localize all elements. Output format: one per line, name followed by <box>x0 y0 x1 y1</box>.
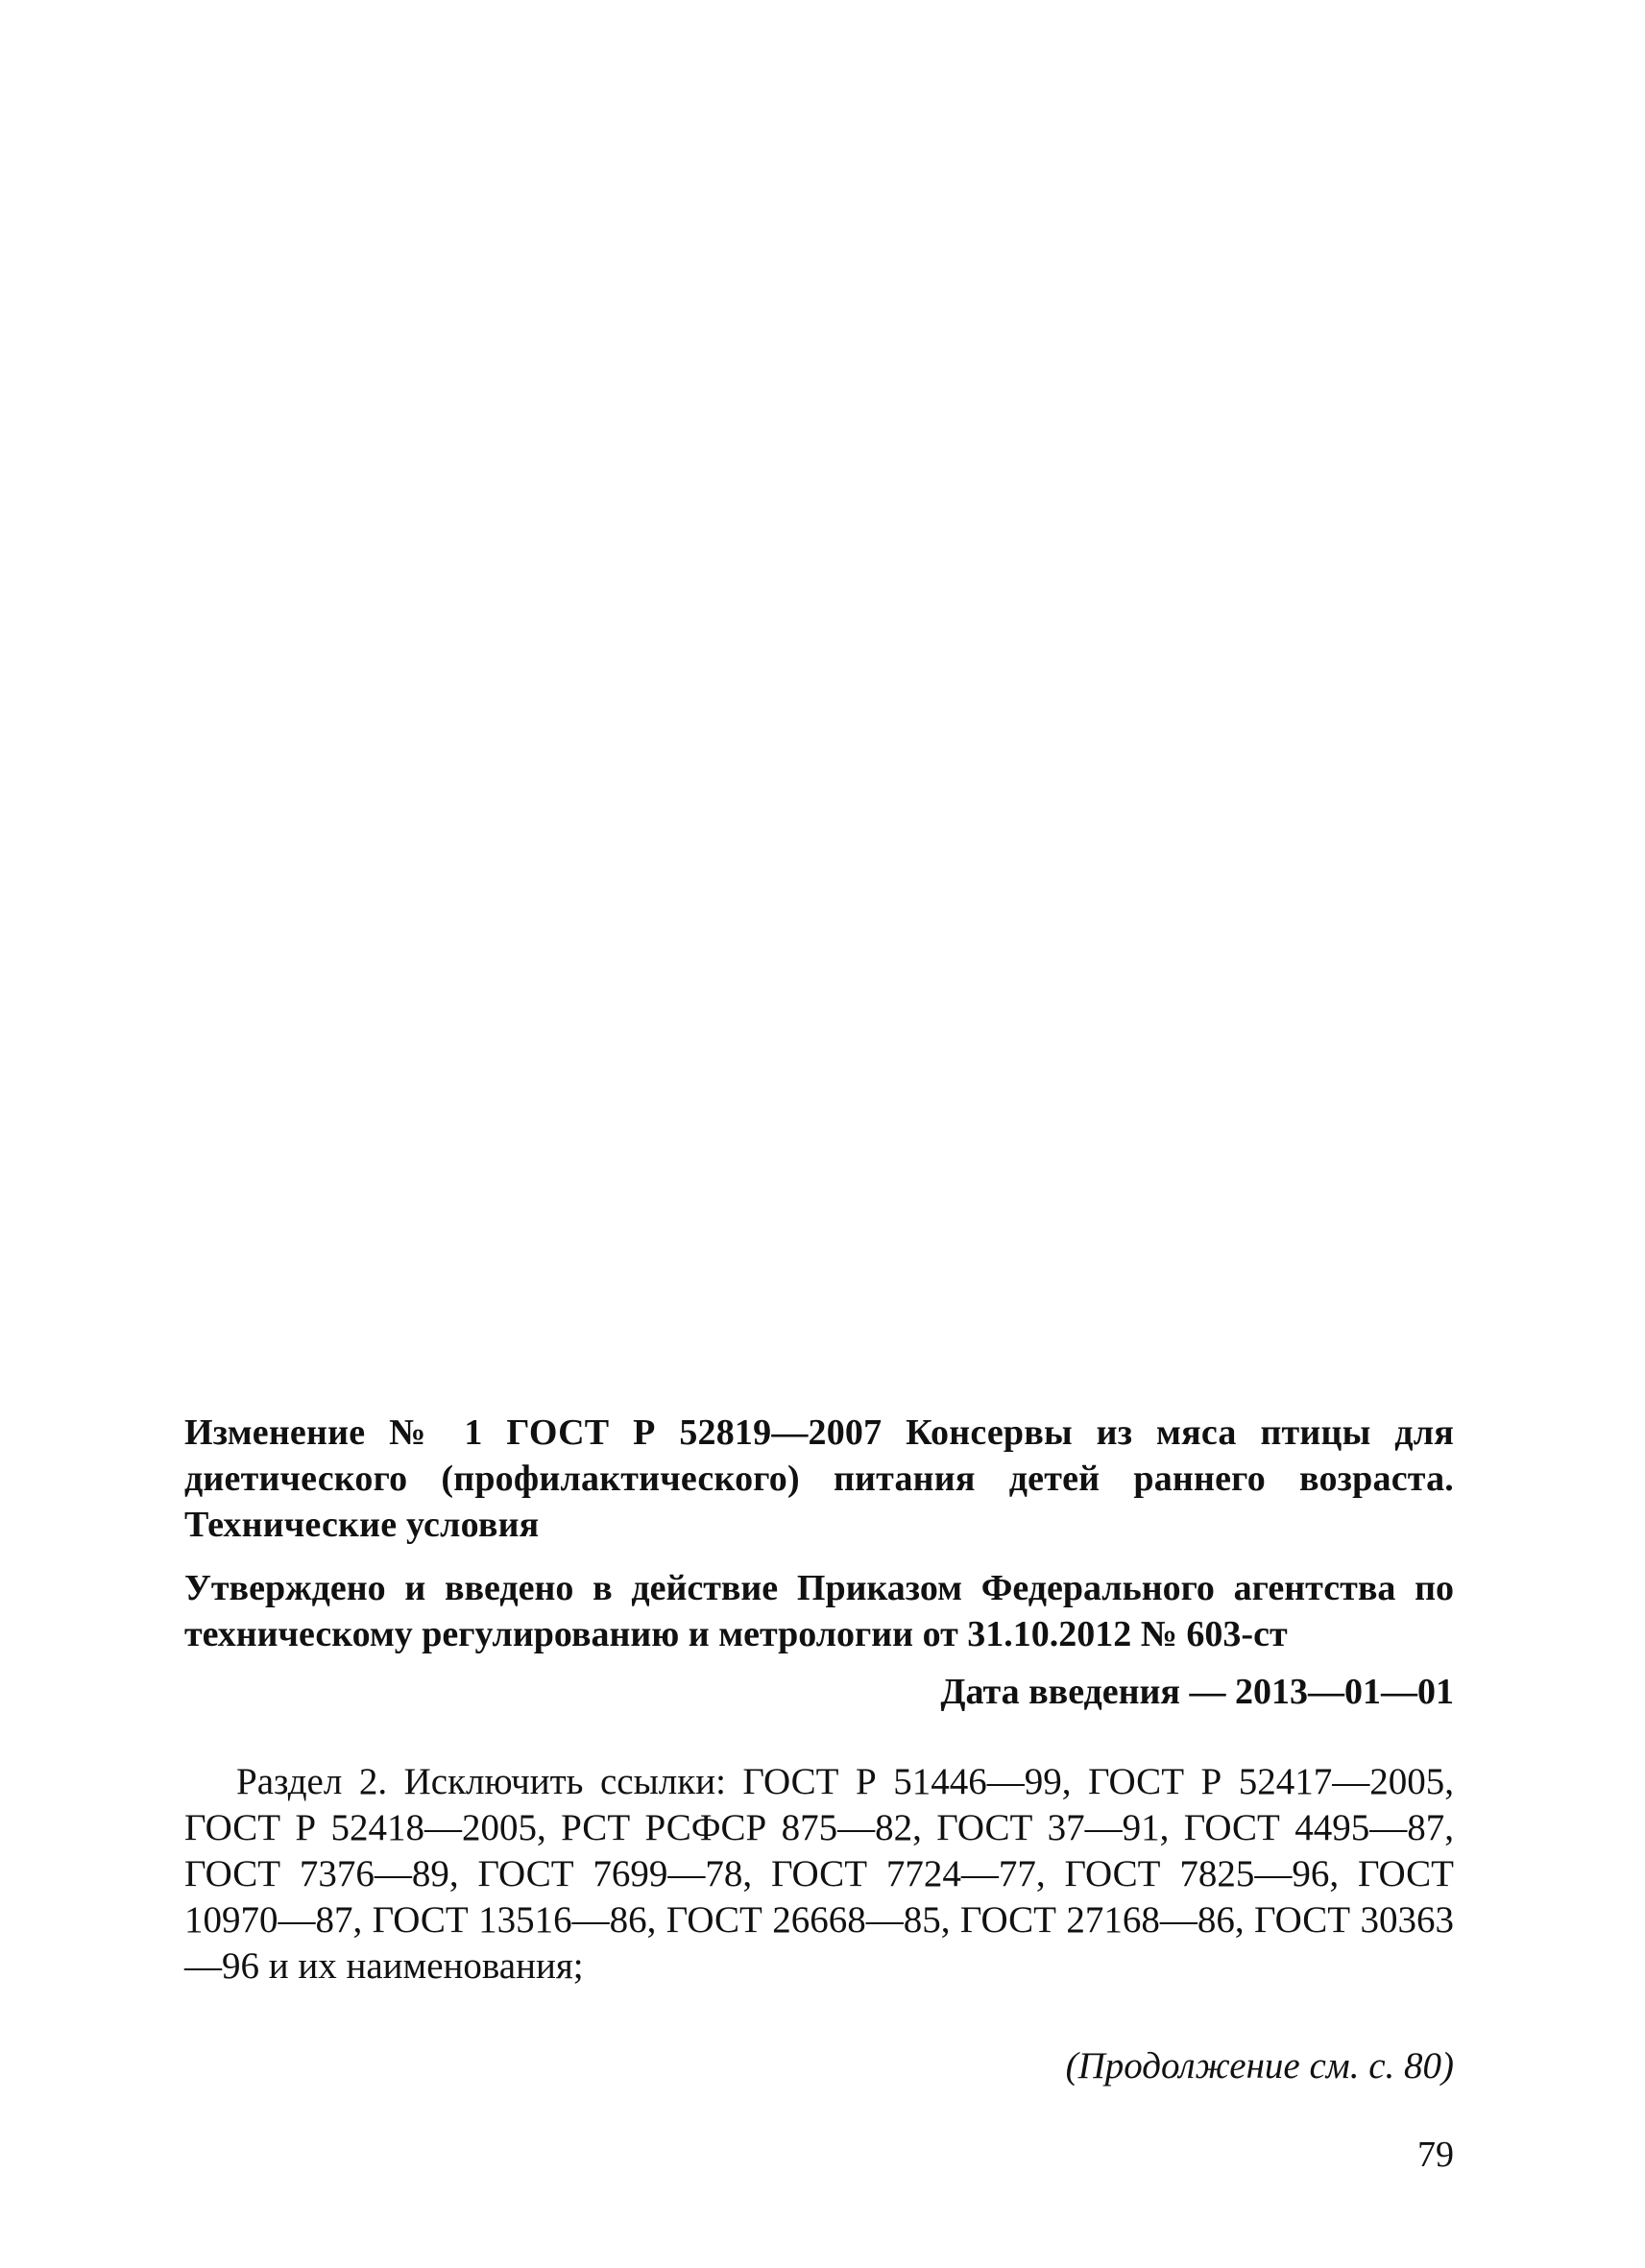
page-number: 79 <box>1417 2135 1454 2175</box>
approval-statement: Утверждено и введено в действие Приказом Федерального агентства по техническому регулированию и метрологии от 31.10.2012 № 603-ст <box>184 1568 1454 1654</box>
section-2-paragraph: Раздел 2. Исключить ссылки: ГОСТ Р 51446—99, ГОСТ Р 52417—2005, ГОСТ Р 52418—2005, РСТ РСФСР 875—82, ГОСТ 37—91, ГОСТ 4495—87, ГОСТ 7376—89, ГОСТ 7699—78, ГОСТ 7724—77, ГОСТ 7825—96, ГОСТ 10970—87, ГОСТ 13516—86, ГОСТ 26668—85, ГОСТ 27168—86, ГОСТ 30363—96 и их наименования; <box>184 1761 1454 1987</box>
introduction-date: Дата введения — 2013—01—01 <box>940 1672 1454 1712</box>
amendment-heading: Изменение № 1 ГОСТ Р 52819—2007 Консервы из мяса птицы для диетического (профилактического) питания детей раннего возраста. Технические условия <box>184 1412 1454 1545</box>
continuation-note: (Продолжение см. с. 80) <box>1065 2045 1454 2087</box>
